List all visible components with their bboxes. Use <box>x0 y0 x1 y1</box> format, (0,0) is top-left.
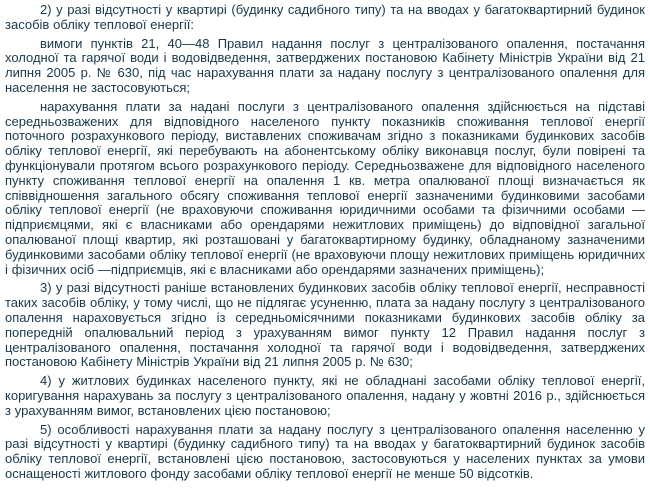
paragraph-item-3: 3) у разі відсутності раніше встановлених будинкових засобів обліку теплової енергії, несправності таких засобів обліку, у тому числі, що не підлягає усуненню, плата за надану послугу з централізованого опалення нараховується згідно із середньомісячними показниками будинкових засобів обліку за попередній опалювальний період з урахуванням вимог пункту 12 Правил надання послуг з централізованого опалення, постачання холодної та гарячої води і водовідведення, затверджених постановою Кабінету Міністрів України від 21 липня 2005 р. № 630; <box>5 280 645 370</box>
paragraph-requirements: вимоги пунктів 21, 40—48 Правил надання послуг з централізованого опалення, постачання холодної та гарячої води і водовідведення, затверджених постановою Кабінету Міністрів України від 21 липня 2005 р. № 630, під час нарахування плати за надану послугу з централізованого опалення для населення не застосовуються; <box>5 35 645 95</box>
paragraph-item-4: 4) у житлових будинках населеного пункту, які не обладнані засобами обліку теплової енергії, коригування нарахувань за послугу з централізованого опалення, надану у жовтні 2016 р., здійснюється з урахуванням вимог, встановлених цією постановою; <box>5 373 645 418</box>
paragraph-calculation-basis: нарахування плати за надані послуги з централізованого опалення здійснюється на підставі середньозважених для відповідного населеного пункту показників споживання теплової енергії поточного розрахункового періоду, виставлених споживачам згідно з показниками будинкових засобів обліку теплової енергії, які перебувають на абонентському обліку виконавця послуг, були повірені та функціонували протягом всього розрахункового періоду. Середньозважене для відповідного населеного пункту споживання теплової енергії на опалення 1 кв. метра опалюваної площі визначається як співвідношення загального обсягу споживання теплової енергії зазначеними будинковими засобами обліку теплової енергії (не враховуючи споживання юридичними особами та фізичними особами — підприємцями, які є власниками або орендарями нежитлових приміщень) до відповідної загальної опалюваної площі квартир, які розташовані у багатоквартирному будинку, обладнаному зазначеними будинковими засобами обліку теплової енергії (не враховуючи площу нежитлових приміщень юридичних і фізичних осіб —підприємців, які є власниками або орендарями зазначених приміщень); <box>5 98 645 277</box>
paragraph-item-2: 2) у разі відсутності у квартирі (будинку садибного типу) та на вводах у багатоквартирний будинок засобів обліку теплової енергії: <box>5 2 645 32</box>
paragraph-item-5: 5) особливості нарахування плати за надану послугу з централізованого опалення населенню у разі відсутності у квартирі (будинку садибного типу) та на вводах у багатоквартирний будинок засобів обліку теплової енергії, встановлені цією постановою, застосовуються у населених пунктах за умови оснащеності житлового фонду засобами обліку теплової енергії не менше 50 відсотків. <box>5 421 645 481</box>
